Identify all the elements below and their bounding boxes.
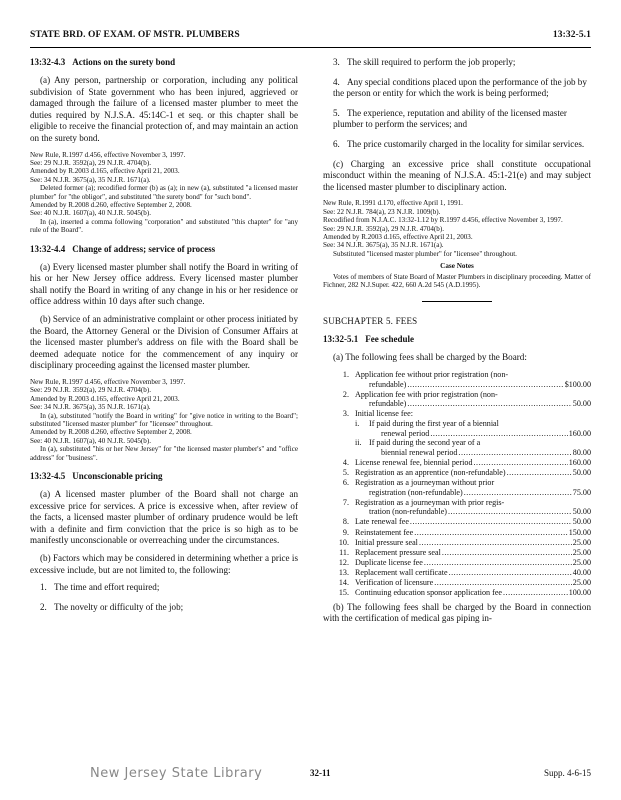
library-watermark: New Jersey State Library xyxy=(90,766,263,781)
list-item xyxy=(333,57,591,69)
list-item-number: 2. xyxy=(40,601,47,612)
fee-amount: 50.00 xyxy=(572,517,591,527)
fee-label: If paid during the first year of a biennial xyxy=(369,418,499,428)
fee-label: tration (non-refundable) xyxy=(369,507,447,517)
paragraph: (a) The following fees shall be charged by the Board: xyxy=(333,352,527,363)
paragraph: (a) Every licensed master plumber shall notify the Board in writing of his or her New Jersey office address. Every licensed master plumber shall notify the Board in writing of any change in his or her residence or office address within 10 days after such change. xyxy=(30,261,298,307)
section-divider xyxy=(422,301,492,302)
dot-leader xyxy=(410,517,572,527)
dot-leader xyxy=(449,568,572,578)
history-line: New Rule, R.1997 d.456, effective November 3, 1997. xyxy=(30,377,186,386)
page-number: 32-11 xyxy=(310,768,331,778)
dot-leader xyxy=(424,558,572,568)
fee-line xyxy=(355,380,591,390)
list-item-number: 1. xyxy=(40,582,47,593)
fee-number: 7. xyxy=(342,497,349,507)
fee-line xyxy=(369,448,591,458)
paragraph: (b) Service of an administrative complaint or other process initiated by the Board, the Attorney General or the Division of Consumer Affairs at the licensed master plumber's address on file with the Board shall be deemed adequate notice for the commencement of any inquiry or disciplinary proceeding against the licensed master plumber. xyxy=(30,314,298,371)
fee-line xyxy=(355,588,591,598)
fee-subitem xyxy=(355,419,591,438)
fee-subitem xyxy=(355,438,591,457)
fee-amount: $100.00 xyxy=(564,379,591,389)
fee-line xyxy=(355,538,591,548)
history-line: See: 40 N.J.R. 1607(a), 40 N.J.R. 5045(b). xyxy=(30,436,151,445)
section-title: Change of address; service of process xyxy=(72,243,216,254)
fee-label: registration (non-refundable) xyxy=(369,487,463,497)
fee-number: 11. xyxy=(339,547,349,557)
paragraph: (a) Any person, partnership or corporation, including any political subdivision of State government who has been injured, aggrieved or damaged through the failure of a licensed master plumber to meet the duties required by N.J.S.A. 45:14C-1 et seq. or this chapter shall be eligible to receive the financial protection of, and may maintain an action on the surety bond. xyxy=(30,75,298,143)
section-heading-4-4 xyxy=(30,244,298,255)
history-line: See: 40 N.J.R. 1607(a), 40 N.J.R. 5045(b). xyxy=(30,209,151,218)
history-line: In (a), inserted a comma following "corporation" and substituted "this chapter" for "any rule of the Board". xyxy=(30,217,298,235)
fee-label: Replacement wall certificate xyxy=(355,567,448,577)
page-footer xyxy=(30,768,591,788)
fee-label: Registration as a journeyman without prior xyxy=(355,478,495,488)
dot-leader xyxy=(430,429,567,439)
fee-line xyxy=(355,488,591,498)
section-number: 13:32-4.3 xyxy=(30,57,66,67)
dot-leader xyxy=(407,399,571,409)
fee-amount: 50.00 xyxy=(572,399,591,409)
dot-leader xyxy=(442,548,572,558)
running-header xyxy=(30,30,591,44)
fee-number: 4. xyxy=(342,457,349,467)
list-item-text: The novelty or difficulty of the job; xyxy=(54,601,184,612)
paragraph: (c) Charging an excessive price shall constitute occupational misconduct within the meaning of N.J.S.A. 45:1-21(e) and may subject the licensed master plumber to disciplinary action. xyxy=(323,158,591,192)
fee-number: 14. xyxy=(338,577,349,587)
fee-item xyxy=(333,498,591,517)
fee-line xyxy=(355,517,591,527)
dot-leader xyxy=(448,507,572,517)
dot-leader xyxy=(414,528,568,538)
fee-item xyxy=(333,478,591,497)
fee-label: renewal period xyxy=(381,428,430,438)
case-notes-heading: Case Notes xyxy=(440,262,474,271)
fee-number: 6. xyxy=(342,478,349,488)
list-item-text: The experience, reputation and ability of the licensed master plumber to perform the services; and xyxy=(333,107,567,130)
history-line: Substituted "licensed master plumber" for "licensee" throughout. xyxy=(333,249,517,258)
list-item-number: 4. xyxy=(333,76,340,87)
fee-item xyxy=(333,578,591,588)
history-line: New Rule, R.1991 d.170, effective April 1, 1991. xyxy=(323,199,463,208)
dot-leader xyxy=(503,588,568,598)
fee-label: Verification of licensure xyxy=(355,577,434,587)
fee-amount: 25.00 xyxy=(572,547,591,557)
section-number: 13:32-4.5 xyxy=(30,471,66,482)
fee-item xyxy=(333,458,591,468)
fee-line xyxy=(355,528,591,538)
history-note xyxy=(30,378,298,462)
section-title: Fee schedule xyxy=(365,334,414,345)
fee-amount: 100.00 xyxy=(568,588,591,598)
history-line: Recodified from N.J.A.C. 13:32-1.12 by R.1997 d.456, effective November 3, 1997. xyxy=(323,216,563,225)
section-number: 13:32-4.4 xyxy=(30,243,66,254)
history-line: Amended by R.2008 d.260, effective September 2, 2008. xyxy=(30,201,192,209)
fee-item xyxy=(333,468,591,478)
paragraph: (b) Factors which may be considered in determining whether a price is excessive include, but are not limited to, the following: xyxy=(30,553,298,575)
section-heading-4-5 xyxy=(30,471,298,482)
fee-amount: 25.00 xyxy=(572,577,591,587)
fee-line xyxy=(355,568,591,578)
fee-label: refundable) xyxy=(369,399,407,409)
history-line: Deleted former (a); recodified former (b) as (a); in new (a), substituted "a licensed master plumber" for "the obligor", and substituted "the surety bond" for "such bond". xyxy=(30,184,298,201)
fee-line xyxy=(355,507,591,517)
subchapter-heading: SUBCHAPTER 5. FEES xyxy=(323,316,418,327)
header-section-number: 13:32-5.1 xyxy=(552,30,591,40)
list-item xyxy=(333,139,591,151)
dot-leader xyxy=(458,448,571,458)
history-note xyxy=(323,199,591,289)
fee-number: 13. xyxy=(338,567,349,577)
left-column xyxy=(30,57,298,621)
fee-amount: 80.00 xyxy=(572,447,591,457)
fee-item xyxy=(333,588,591,598)
fee-amount: 150.00 xyxy=(568,527,591,537)
fee-label: Continuing education sponsor application fee xyxy=(355,588,503,598)
fee-label: Application fee with prior registration (non- xyxy=(355,389,498,399)
history-line: See: 29 N.J.R. 3592(a), 29 N.J.R. 4704(b). xyxy=(323,224,444,233)
fee-item xyxy=(333,548,591,558)
fee-label: biennial renewal period xyxy=(381,447,458,457)
fee-label: Application fee without prior registration (non- xyxy=(355,370,509,379)
fee-line xyxy=(355,458,591,468)
history-line: Amended by R.2008 d.260, effective September 2, 2008. xyxy=(30,428,192,437)
fee-number: 15. xyxy=(338,588,349,598)
supplement-date: Supp. 4-6-15 xyxy=(544,768,591,778)
history-line: See: 34 N.J.R. 3675(a), 35 N.J.R. 1671(a). xyxy=(30,403,151,412)
fee-item xyxy=(333,558,591,568)
list-item-text: The time and effort required; xyxy=(54,582,160,593)
fee-number: 8. xyxy=(342,517,349,527)
fee-label: Duplicate license fee xyxy=(355,557,423,567)
fee-item xyxy=(333,390,591,409)
list-item-number: 5. xyxy=(333,107,340,118)
fee-line xyxy=(355,578,591,588)
fee-number: 12. xyxy=(338,557,349,567)
history-line: See: 29 N.J.R. 3592(a), 29 N.J.R. 4704(b). xyxy=(30,386,151,395)
section-heading-4-3 xyxy=(30,57,298,68)
fee-subitem-number: ii. xyxy=(355,438,362,448)
fee-line xyxy=(355,548,591,558)
list-item xyxy=(333,77,591,100)
fee-label: Registration as an apprentice (non-refundable) xyxy=(355,467,506,477)
history-line: Amended by R.2003 d.165, effective April 21, 2003. xyxy=(323,232,473,241)
header-chapter-title: STATE BRD. OF EXAM. OF MSTR. PLUMBERS xyxy=(30,30,240,40)
fee-label: Initial pressure seal xyxy=(355,537,418,547)
list-item-text: Any special conditions placed upon the performance of the job by the person or entity for which the work is being performed; xyxy=(333,76,587,99)
fee-number: 10. xyxy=(338,537,349,547)
list-item-text: The price customarily charged in the locality for similar services. xyxy=(347,138,585,149)
fee-item xyxy=(333,568,591,578)
history-note xyxy=(30,151,298,235)
list-item-number: 6. xyxy=(333,138,340,149)
fee-amount: 50.00 xyxy=(572,507,591,517)
dot-leader xyxy=(407,380,563,390)
dot-leader xyxy=(419,538,572,548)
fee-label: Late renewal fee xyxy=(355,517,409,527)
fee-amount: 25.00 xyxy=(572,537,591,547)
fee-number: 2. xyxy=(342,389,349,399)
fee-amount: 25.00 xyxy=(572,557,591,567)
fee-amount: 160.00 xyxy=(568,457,591,467)
list-item xyxy=(333,108,591,131)
dot-leader xyxy=(474,458,568,468)
fee-line xyxy=(369,429,591,439)
fee-line xyxy=(355,399,591,409)
list-item-number: 3. xyxy=(333,57,340,67)
header-rule xyxy=(30,47,591,48)
fee-label: Replacement pressure seal xyxy=(355,547,441,557)
history-line: See: 34 N.J.R. 3675(a), 35 N.J.R. 1671(a). xyxy=(323,241,444,250)
fee-label: Reinstatement fee xyxy=(355,527,414,537)
fee-label: refundable) xyxy=(369,379,407,389)
fee-amount: 40.00 xyxy=(572,567,591,577)
fee-label: Registration as a journeyman with prior regis- xyxy=(355,497,505,507)
fee-line xyxy=(355,468,591,478)
section-title: Unconscionable pricing xyxy=(72,471,163,482)
history-line: See: 34 N.J.R. 3675(a), 35 N.J.R. 1671(a). xyxy=(30,175,151,184)
fee-amount: 75.00 xyxy=(572,487,591,497)
section-number: 13:32-5.1 xyxy=(323,334,359,345)
dot-leader xyxy=(434,578,572,588)
paragraph: (a) A licensed master plumber of the Board shall not charge an excessive price for services. A price is excessive when, after review of the facts, a licensed master plumber of ordinary prudence would be left with a definite and firm conviction that the price is so high as to be manifestly unconscionable or overreaching under the circumstances. xyxy=(30,489,298,546)
fee-item xyxy=(333,528,591,538)
fee-number: 1. xyxy=(342,370,349,379)
list-item xyxy=(40,582,298,594)
list-item xyxy=(40,602,298,614)
fee-item xyxy=(333,517,591,527)
history-line: In (a), substituted "his or her New Jersey" for "the licensed master plumber's" and "office address" for "business". xyxy=(30,445,298,462)
fee-amount: 50.00 xyxy=(572,467,591,477)
fee-subitem-number: i. xyxy=(355,418,360,428)
fee-label: License renewal fee, biennial period xyxy=(355,457,473,467)
dot-leader xyxy=(507,468,572,478)
fee-amount: 160.00 xyxy=(568,428,591,438)
fee-item xyxy=(333,538,591,548)
fee-number: 3. xyxy=(342,409,349,419)
fee-schedule-list xyxy=(333,370,591,598)
fee-label: Initial license fee: xyxy=(355,409,413,419)
history-line: Amended by R.2003 d.165, effective April 21, 2003. xyxy=(30,394,180,403)
right-column xyxy=(323,57,591,631)
fee-line xyxy=(355,558,591,568)
dot-leader xyxy=(464,488,572,498)
section-heading-5-1 xyxy=(323,334,591,345)
fee-label: If paid during the second year of a xyxy=(369,438,481,448)
fee-number: 5. xyxy=(342,467,349,477)
section-title: Actions on the surety bond xyxy=(72,57,176,67)
history-line: Amended by R.2003 d.165, effective April 21, 2003. xyxy=(30,167,180,176)
paragraph: (b) The following fees shall be charged by the Board in connection with the certification of medical gas piping in- xyxy=(323,601,591,624)
fee-item xyxy=(333,409,591,457)
list-item-text: The skill required to perform the job properly; xyxy=(347,57,516,67)
history-line: See: 22 N.J.R. 784(a), 23 N.J.R. 1009(b). xyxy=(323,207,441,216)
fee-number: 9. xyxy=(342,527,349,537)
fee-item xyxy=(333,370,591,389)
case-notes-text: Votes of members of State Board of Master Plumbers in disciplinary proceeding. Matter of Fichner, 282 N.J.Super. 422, 660 A.2d 545 (A.D.1995). xyxy=(323,272,591,289)
history-line: In (a), substituted "notify the Board in writing" for "give notice in writing to the Board"; substituted "licensed master plumber" for "licensee" throughout. xyxy=(30,411,298,428)
history-line: New Rule, R.1997 d.456, effective November 3, 1997. xyxy=(30,150,186,159)
history-line: See: 29 N.J.R. 3592(a), 29 N.J.R. 4704(b). xyxy=(30,158,151,167)
